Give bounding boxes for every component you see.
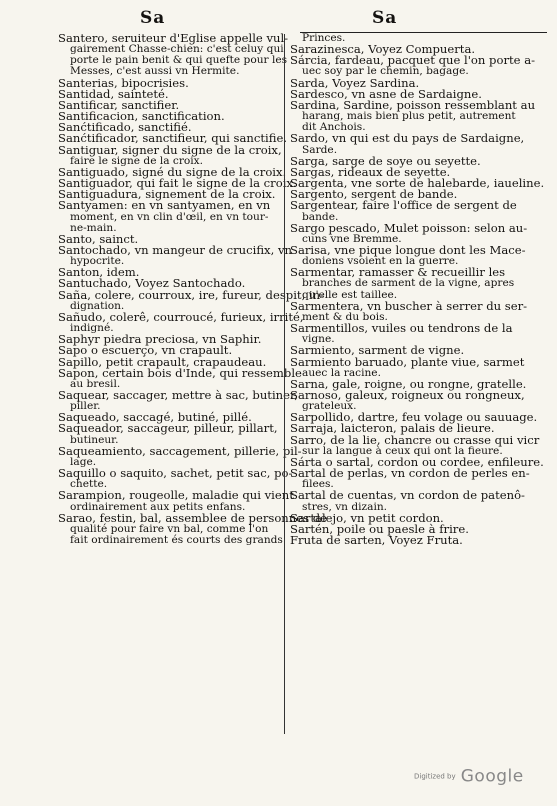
entry-headword-line: Santiguar, signer du signe de la croix, xyxy=(58,142,282,157)
entry-headword-line: Sarraja, laicteron, palais de lieure. xyxy=(290,421,495,436)
entry-headword-line: Sarda, Voyez Sardina. xyxy=(290,75,420,90)
entry-continuation-line: moment, en vn clin d'œil, en vn tour- xyxy=(70,210,269,223)
entry-headword-line: Saphyr piedra preciosa, vn Saphir. xyxy=(58,332,262,347)
entry-headword-line: Santerias, bipocrisies. xyxy=(58,75,189,90)
entry-continuation-line: Sarde. xyxy=(302,143,338,156)
entry-continuation-line: porte le pain benit & qui quefte pour les xyxy=(70,54,288,67)
entry-continuation-line: bande. xyxy=(302,210,339,223)
entry-headword-line: Sarpollido, dartre, feu volage ou sauuage. xyxy=(290,410,538,425)
entry-continuation-line: faire le signe de la croix. xyxy=(70,154,204,167)
entry-headword-line: Fruta de sarten, Voyez Fruta. xyxy=(290,533,463,548)
entry-headword-line: Sarro, de la lie, chancre ou crasse qui vicr xyxy=(290,432,540,447)
entry-headword-line: Sargas, rideaux de seyette. xyxy=(290,164,451,179)
column-divider xyxy=(284,34,285,734)
entry-headword-line: Santero, seruiteur d'Eglise appelle vul- xyxy=(58,31,289,45)
entry-headword-line: Sardesco, vn asne de Sardaigne. xyxy=(290,86,482,101)
entry-continuation-line: indigné. xyxy=(70,322,114,335)
entry-headword-line: Sarnoso, galeux, roigneux ou rongneux, xyxy=(290,388,525,402)
entry-continuation-line: dignation. xyxy=(70,299,125,312)
digitized-by-google-watermark xyxy=(414,766,524,787)
entry-headword-line: Santon, idem. xyxy=(58,265,140,280)
entry-continuation-line: grateleux. xyxy=(302,400,357,413)
entry-headword-line: Sapo o escuerço, vn crapault. xyxy=(58,343,233,358)
entry-headword-line: Saqueado, saccagé, butiné, pillé. xyxy=(58,410,252,425)
entry-continuation-line: gairement Chasse-chien: c'est celuy qui xyxy=(70,43,284,56)
entry-headword-line: Sardo, vn qui est du pays de Sardaigne, xyxy=(290,131,525,146)
entry-headword-line: Sardina, Sardine, poisson ressemblant au xyxy=(290,97,536,112)
entry-headword-line: Sargentear, faire l'office de sergent de xyxy=(290,198,517,213)
entry-headword-line: Saquillo o saquito, sachet, petit sac, po- xyxy=(58,466,293,481)
entry-headword-line: Saña, colere, courroux, ire, fureur, despit, in- xyxy=(58,287,325,302)
entry-continuation-line: auec la racine. xyxy=(302,366,381,379)
entry-headword-line: Sarmentera, vn buscher à serrer du ser- xyxy=(290,298,528,313)
entry-headword-line: Saquear, saccager, mettre à sac, butiner, xyxy=(58,388,298,402)
entry-continuation-line: piller. xyxy=(70,400,101,413)
entry-continuation-line: sur la langue à ceux qui ont la fieure. xyxy=(302,444,503,457)
entry-continuation-line: cuns vne Bremme. xyxy=(302,232,402,245)
entry-headword-line: Sartal de cuentas, vn cordon de patenô- xyxy=(290,488,525,503)
entry-continuation-line: chette. xyxy=(70,478,108,491)
entry-continuation-line: uec soy par le chemin, bagage. xyxy=(302,65,469,78)
entry-headword-line: Sartalejo, vn petit cordon. xyxy=(290,510,444,525)
entry-continuation-line: ment & du bois. xyxy=(302,310,388,323)
entry-headword-line: Santidad, sainteté. xyxy=(58,86,169,101)
entry-continuation-line: branches de sarment de la vigne, apres xyxy=(302,277,515,290)
entry-headword-line: Sañudo, colerê, courroucé, furieux, irrité, xyxy=(58,309,304,324)
entry-continuation-line: butineur. xyxy=(70,433,119,446)
entry-headword-line: Santuchado, Voyez Santochado. xyxy=(58,276,246,291)
entry-continuation-line: au bresil. xyxy=(70,377,121,390)
entry-continuation-line: vigne. xyxy=(302,333,335,346)
entry-headword-line: Sarmentillos, vuiles ou tendrons de la xyxy=(290,321,513,336)
entry-headword-line: Sarampion, rougeolle, maladie qui vient xyxy=(58,488,294,503)
entry-headword-line: Santiguadura, signement de la croix. xyxy=(58,187,276,202)
entry-headword-line: Santochado, vn mangeur de crucifix, vn xyxy=(58,242,292,257)
entry-headword-line: Sargenta, vne sorte de halebarde, iaueline. xyxy=(290,176,545,191)
digitized-by-text: Digitized by xyxy=(414,772,456,781)
entry-headword-line: Sarmentar, ramasser & recueillir les xyxy=(290,265,506,280)
entry-headword-line: Sarao, festin, bal, assemblee de personnes de xyxy=(58,510,328,525)
entry-headword-line: Santificar, sanctifier. xyxy=(58,97,180,112)
entry-headword-line: Sapillo, petit crapault, crapaudeau. xyxy=(58,354,267,369)
entry-headword-line: Santo, sainct. xyxy=(58,231,139,246)
entry-headword-line: Sapon, certain bois d'Inde, qui ressemble xyxy=(58,365,302,380)
entry-continuation-line: fait ordinairement és courts des grands xyxy=(70,534,283,547)
entry-continuation-line: stres, vn dizain. xyxy=(302,500,388,513)
entry-headword-line: Santificacion, sanctification. xyxy=(58,109,225,124)
entry-headword-line: Saqueamiento, saccagement, pillerie, pil- xyxy=(58,443,302,458)
entry-headword-line: Sarisa, vne pique longue dont les Mace- xyxy=(290,242,526,257)
right-column xyxy=(290,32,545,548)
running-header xyxy=(0,6,557,32)
entry-continuation-line: doniens vsoient en la guerre. xyxy=(302,255,459,268)
entry-headword-line: Sárcia, fardeau, pacquet que l'on porte a- xyxy=(290,53,536,68)
entry-headword-line: Sarmiento, sarment de vigne. xyxy=(290,343,465,358)
entry-headword-line: Sargo pescado, Mulet poisson: selon au- xyxy=(290,220,528,235)
entry-headword-line: Santiguado, signé du signe de la croix. xyxy=(58,164,287,179)
entry-continuation-line: hypocrite. xyxy=(70,255,125,268)
entry-continuation-line: Messes, c'est aussi vn Hermite. xyxy=(70,65,240,78)
entry-headword-line: Sartén, poile ou paesle à frire. xyxy=(290,521,469,536)
entry-headword-line: Santyamen: en vn santyamen, en vn xyxy=(58,198,271,213)
entry-continuation-line: qualité pour faire vn bal, comme l'on xyxy=(70,522,269,535)
entry-continuation-line: ordinairement aux petits enfans. xyxy=(70,500,246,513)
entry-headword-line: Saqueador, saccageur, pilleur, pillart, xyxy=(58,421,278,436)
entry-continuation-line: Princes. xyxy=(302,32,346,44)
entry-headword-line: Sanćtificado, sanctifié. xyxy=(58,120,192,135)
entry-headword-line: Sanćtificador, sanctifieur, qui sanctifie. xyxy=(58,131,287,146)
entry-headword-line: Sárta o sartal, cordon ou cordee, enfileure. xyxy=(290,454,544,469)
entry-headword-line: Sargento, sergent de bande. xyxy=(290,187,458,202)
entry-continuation-line: filees. xyxy=(302,478,334,491)
entry-headword-line: Sarmiento baruado, plante viue, sarmet xyxy=(290,354,525,369)
entry-continuation-line: harang, mais bien plus petit, autrement xyxy=(302,110,516,123)
entry-headword-line: Sarazinesca, Voyez Compuerta. xyxy=(290,42,476,57)
entry-headword-line: Santiguador, qui fait le signe de la croix. xyxy=(58,176,297,191)
entry-headword-line: Sartal de perlas, vn cordon de perles en- xyxy=(290,466,530,481)
entry-headword-line: Sarna, gale, roigne, ou rongne, gratelle. xyxy=(290,376,527,391)
header-right-signature: Sa xyxy=(372,8,398,28)
entry-continuation-line: dit Anchois. xyxy=(302,121,366,134)
entry-continuation-line: qu'elle est taillee. xyxy=(302,288,398,301)
entry-continuation-line: ne-main. xyxy=(70,221,117,234)
entry-headword-line: Sarga, sarge de soye ou seyette. xyxy=(290,153,481,168)
google-logo: Google xyxy=(460,766,524,787)
header-left-signature: Sa xyxy=(140,8,166,28)
entry-continuation-line: lage. xyxy=(70,455,97,468)
